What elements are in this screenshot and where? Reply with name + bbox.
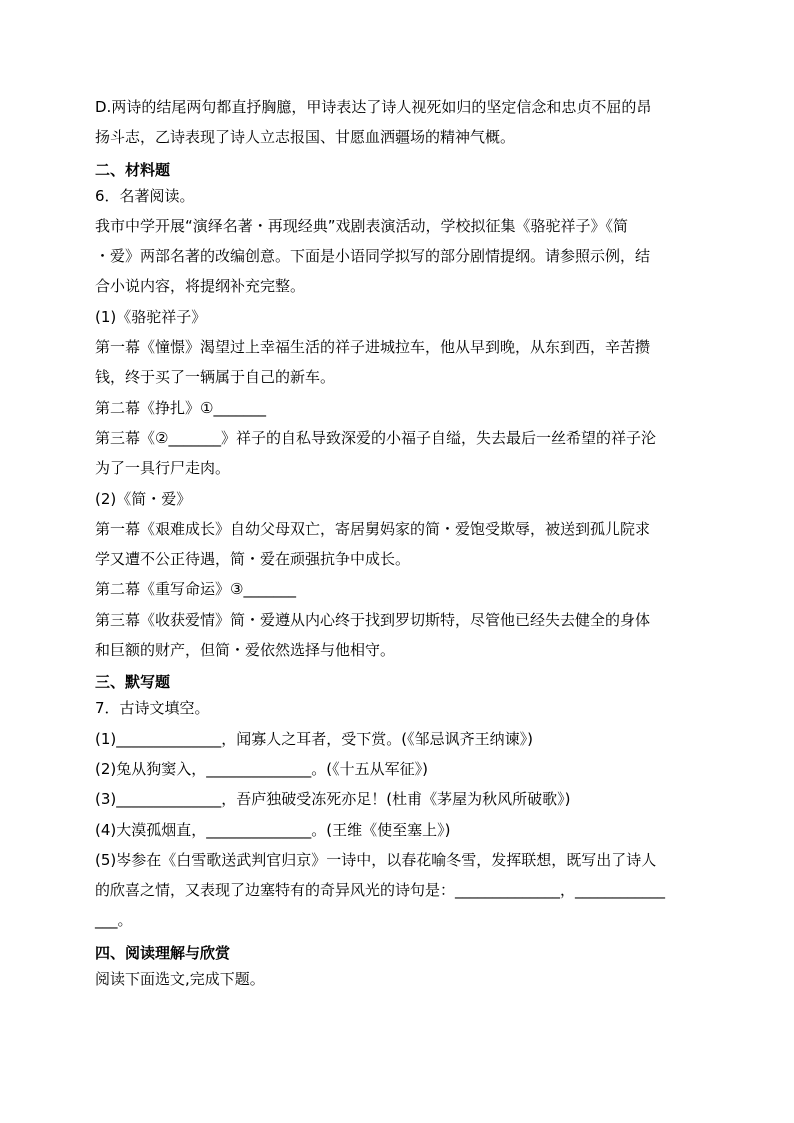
q7-item-1: (1)______________，闻寡人之耳者，受下赏。(《邹忌讽齐王纳谏》) xyxy=(95,729,533,748)
section4-intro: 阅读下面选文,完成下题。 xyxy=(95,969,265,988)
section-heading-dictation: 三、默写题 xyxy=(95,673,171,692)
q7-item-5-line-3: ___。 xyxy=(95,911,133,930)
q6-intro-line-2: ・爱》两部名著的改编创意。下面是小语同学拟写的部分剧情提纲。请参照示例，结 xyxy=(95,247,651,266)
q7-item-4: (4)大漠孤烟直，______________。(王维《使至塞上》) xyxy=(95,820,451,839)
q6-part1-act1-line-1: 第一幕《憧憬》渴望过上幸福生活的祥子进城拉车，他从早到晚，从东到西，辛苦攒 xyxy=(95,338,651,357)
q6-part1-act3-line-2: 为了一具行尸走肉。 xyxy=(95,459,231,478)
q7-item-5-line-2: 的欣喜之情，又表现了边塞特有的奇异风光的诗句是：______________，____________ xyxy=(95,881,666,900)
q6-part2-act3-line-2: 和巨额的财产，但简・爱依然选择与他相守。 xyxy=(95,641,396,660)
document-page xyxy=(95,92,705,994)
q6-intro-line-3: 合小说内容，将提纲补充完整。 xyxy=(95,277,306,296)
q5-option-d-line-1: D.两诗的结尾两句都直抒胸臆，甲诗表达了诗人视死如归的坚定信念和忠贞不屈的昂 xyxy=(95,98,652,116)
q6-part1-act1-line-2: 钱，终于买了一辆属于自己的新车。 xyxy=(95,368,336,387)
q7-item-2: (2)兔从狗窦入，______________。(《十五从军征》) xyxy=(95,759,428,778)
q7-item-5-line-1: (5)岑参在《白雪歌送武判官归京》一诗中，以春花喻冬雪，发挥联想，既写出了诗人 xyxy=(95,850,657,869)
q7-item-3: (3)______________，吾庐独破受冻死亦足！(杜甫《茅屋为秋风所破歌》) xyxy=(95,790,571,809)
q5-option-d-line-2: 扬斗志，乙诗表现了诗人立志报国、甘愿血洒疆场的精神气概。 xyxy=(95,128,516,147)
q6-part2-label: (2)《简・爱》 xyxy=(95,489,192,508)
q6-intro-line-1: 我市中学开展“演绎名著・再现经典”戏剧表演活动，学校拟征集《骆驼祥子》《简 xyxy=(95,216,629,235)
q6-part1-label: (1)《骆驼祥子》 xyxy=(95,307,207,326)
q6-part1-act2: 第二幕《挣扎》①_______ xyxy=(95,398,266,417)
section-heading-materials: 二、材料题 xyxy=(95,160,171,179)
q7-title: 7．古诗文填空。 xyxy=(95,699,210,718)
q6-part2-act1-line-1: 第一幕《艰难成长》自幼父母双亡，寄居舅妈家的简・爱饱受欺辱，被送到孤儿院求 xyxy=(95,519,651,538)
q6-part2-act1-line-2: 学又遭不公正待遇，简・爱在顽强抗争中成长。 xyxy=(95,550,411,569)
section-heading-reading: 四、阅读理解与欣赏 xyxy=(95,943,231,962)
q6-part2-act2: 第二幕《重写命运》③_______ xyxy=(95,580,296,599)
q6-title: 6．名著阅读。 xyxy=(95,186,195,205)
q6-part1-act3-line-1: 第三幕《②_______》祥子的自私导致深爱的小福子自缢，失去最后一丝希望的祥子沦 xyxy=(95,428,656,447)
q6-part2-act3-line-1: 第三幕《收获爱情》简・爱遵从内心终于找到罗切斯特，尽管他已经失去健全的身体 xyxy=(95,610,651,629)
